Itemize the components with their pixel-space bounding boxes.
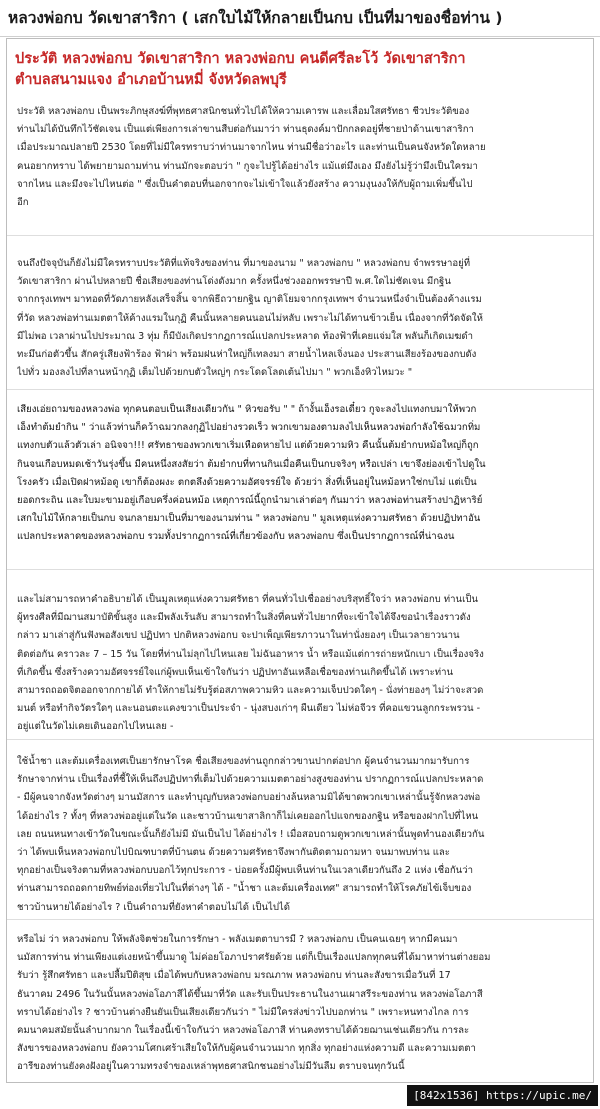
paragraph-line: แปลกประหลาดของหลวงพ่อกบ รวมทั้งปรากฏการณ์ที่เกี่ยวข้องกับ หลวงพ่อกบ ซึ่งเป็นปรากฏการณ์ที่น่าฉงน xyxy=(17,531,455,543)
headline-line: ประวัติ หลวงพ่อกบ วัดเขาสาริกา หลวงพ่อกบ คนดีศรีละโว้ วัดเขาสาริกา xyxy=(15,51,466,67)
paragraph-divider xyxy=(7,739,593,740)
paragraph-line: ประวัติ หลวงพ่อกบ เป็นพระภิกษุสงฆ์ที่พุทธศาสนิกชนทั่วไปได้ให้ความเคารพ และเลื่อมใสศรัทธา ชีวประวัติของ xyxy=(17,106,470,117)
paragraph-origin-name xyxy=(17,255,585,382)
paragraph-line: สังขารของหลวงพ่อกบ ยังความโศกเศร้าเสียใจให้กับผู้คนจำนวนมาก ทุกสิ่ง ทุกอย่างแห่งความดี และความเมตตา xyxy=(17,1043,476,1055)
article-headline xyxy=(15,49,587,91)
paragraph-line: - มีผู้คนจากจังหวัดต่างๆ มานมัสการ และทำบุญกับหลวงพ่อกบอย่างล้นหลามมิได้ขาดพวกเขาเหล่านั้นรู้จักหลวงพ่อ xyxy=(17,792,481,804)
paragraph-line: ชาวบ้านหายได้อย่างไร ? เป็นคำถามที่ยังหาคำตอบไม่ได้ เป็นไปได้ xyxy=(17,901,290,913)
paragraph-line: กินจนเกือบหมดเช้าวันรุ่งขึ้น มีคนหนึ่งสงสัยว่า ต้มยำกบที่ทานกินเมื่อคืนเป็นกบจริงๆ หรือเปล่า เขาจึงย่องเข้าไปดูใน xyxy=(17,458,486,470)
paragraph-line: ว่า ได้พบเห็นหลวงพ่อกบไปบิณฑบาตที่บ้านตน ด้วยความศรัทธาจึงพากันติดตามถามหา จนมาพบท่าน และ xyxy=(17,847,450,859)
paragraph-practice xyxy=(17,591,585,737)
paragraph-line: จากไหน และมึงจะไปไหนต่อ " ซึ่งเป็นคำตอบที่นอกจากจะไม่เข้าใจแล้วยังสร้าง ความงุนงงให้กับผู้ถามเพิ่มขึ้นไป xyxy=(17,178,473,190)
paragraph-line: ผู้ทรงศีลที่มีฌานสมาบัติขั้นสูง และมีพลังเร้นลับ สามารถทำในสิ่งที่คนทั่วไปยากที่จะเข้าใจได้จึงขอนำเรื่องราวดัง xyxy=(17,612,471,624)
paragraph-line: คนอยากทราบ ได้พยายามถามท่าน ท่านมักจะตอบว่า " กูจะไปรู้ได้อย่างไร แม้แต่มึงเอง มึงยังไม่รู้ว่ามึงเป็นใครมา xyxy=(17,160,478,172)
page-title: หลวงพ่อกบ วัดเขาสาริกา ( เสกใบไม้ให้กลายเป็นกบ เป็นที่มาของชื่อท่าน ) xyxy=(8,9,503,27)
paragraph-line: ยอดกระถิน และใบมะขามอยู่เกือบครึ่งค่อนหม้อ เหตุการณ์นี้ถูกนำมาเล่าต่อๆ กันมาว่า หลวงพ่อท่านสร้างปาฏิหาริย์ xyxy=(17,495,483,507)
image-watermark: [842x1536] https://upic.me/ xyxy=(407,1085,598,1106)
paragraph-line: มนต์ หรือทำกิจวัตรใดๆ และนอนตะแคงขวาเป็นประจำ - นุ่งสบงเก่าๆ ผืนเดียว ไม่ห่อจีวร ที่คอแขวนลูกกระพรวน - xyxy=(17,703,481,715)
paragraph-line: ท่านสามารถถอดกายทิพย์ท่องเที่ยวไปในที่ต่างๆ ได้ - "น้ำชา และต้มเครื่องเทศ" สามารถทำให้โรคภัยไข้เจ็บของ xyxy=(17,883,472,895)
paragraph-line: ทะมึนก่อตัวขึ้น สักครู่เสียงฟ้าร้อง ฟ้าผ่า พร้อมฝนห่าใหญ่ก็เทลงมา สายน้ำไหลเจิ่งนอง ประสานเสียงร้องของกบดัง xyxy=(17,349,477,361)
paragraph-healing xyxy=(17,753,585,917)
paragraph-line: ได้อย่างไร ? ทั้งๆ ที่หลวงพ่ออยู่แต่ในวัด และชาวบ้านเขาสาลิกาก็ไม่เคยออกไปแจกของกฐิน หรือของฝากไปที่ไหน xyxy=(17,810,479,822)
paragraph-line: ที่วัด หลวงพ่อท่านเมตตาให้ค้างแรมในกุฏิ คืนนั้นหลายคนนอนไม่หลับ เพราะไม่ได้ทานข้าวเย็น เนื่องจากที่วัดจัดให้ xyxy=(17,312,483,324)
paragraph-history xyxy=(17,103,585,212)
paragraph-divider xyxy=(7,919,593,920)
paragraph-line: ท่านไม่ได้บันทึกไว้ชัดเจน เป็นแต่เพียงการเล่าขานสืบต่อกันมาว่า ท่านธุดงค์มาปักกลดอยู่ที่ชายป่าด้านเขาสาริกา xyxy=(17,124,474,136)
paragraph-line: อีก xyxy=(17,197,29,209)
paragraph-line: หรือไม่ ว่า หลวงพ่อกบ ให้พลังจิตช่วยในการรักษา - พลังเมตตาบารมี ? หลวงพ่อกบ เป็นคนเฉยๆ หากมีคนมา xyxy=(17,934,458,945)
paragraph-frog-miracle xyxy=(17,401,585,547)
paragraph-passing xyxy=(17,931,585,1077)
article-frame xyxy=(6,38,594,1083)
paragraph-line: มีไม่พอ เวลาผ่านไปประมาณ 3 ทุ่ม ก็มีบังเกิดปรากฏการณ์แปลกประหลาด ท้องฟ้าที่เคยแจ่มใส พลันก็เกิดเมฆดำ xyxy=(17,330,474,342)
headline-line: ตำบลสนามแจง อำเภอบ้านหมี่ จังหวัดลพบุรี xyxy=(15,72,287,88)
paragraph-line: สามารถถอดจิตออกจากกายได้ ทำให้กายไม่รับรู้ต่อสภาพความหิว และความเจ็บปวดใดๆ - นั่งท่ายองๆ ไม่ว่าจะสวด xyxy=(17,685,484,697)
paragraph-line: จนถึงปัจจุบันก็ยังไม่มีใครทราบประวัติที่แท้จริงของท่าน ที่มาของนาม " หลวงพ่อกบ " หลวงพ่อกบ จำพรรษาอยู่ที่ xyxy=(17,258,471,269)
paragraph-divider xyxy=(7,235,593,236)
paragraph-line: เอ็งทำต้มยำกิน " ว่าแล้วท่านก็คว้าฉมวกลงกุฏิไปอย่างรวดเร็ว พวกเขามองตามลงไปเห็นหลวงพ่อกำลังใช้ฉมวกทิ่ม xyxy=(17,422,481,434)
paragraph-line: นมัสการท่าน ท่านเพียงแต่เงยหน้าขึ้นมาดู ไม่ค่อยโอภาปราศรัยด้วย แต่ก็เป็นเรื่องแปลกทุกคนที่ได้มาหาท่านต่างยอม xyxy=(17,952,491,964)
paragraph-line: จากกรุงเทพฯ มาทอดที่วัดภายหลังเสร็จสิ้น จากพิธีถวายกฐิน ญาติโยมจากกรุงเทพฯ จำนวนหนึ่งจำเป็นต้องค้างแรม xyxy=(17,294,482,306)
paragraph-line: ทราบได้อย่างไร ? ชาวบ้านต่างยืนยันเป็นเสียงเดียวกันว่า " ไม่มีใครส่งข่าวไปบอกท่าน " เพราะหนทางไกล การ xyxy=(17,1006,469,1018)
title-divider xyxy=(0,36,600,37)
paragraph-line: รักษาจากท่าน เป็นเรื่องที่ชี้ให้เห็นถึงปฏิปทาที่เต็มไปด้วยความเมตตาอย่างสูงของท่าน ปรากฏการณ์แปลกประหลาด xyxy=(17,774,484,786)
paragraph-line: เมื่อประมาณปลายปี 2530 โดยที่ไม่มีใครทราบว่าท่านมาจากไหน ท่านมีชื่อว่าอะไร และท่านเป็นคนจังหวัดใดหลาย xyxy=(17,142,486,154)
paragraph-line: ที่เกิดขึ้น ซึ่งสร้างความอัศจรรย์ใจแก่ผู้พบเห็นเข้าใจกันว่า ปฏิปทาอันเหลือเชื่อของท่านเกิดขึ้นได้ เพราะท่าน xyxy=(17,666,454,678)
paragraph-divider xyxy=(7,569,593,570)
paragraph-line: แทงกบตัวแล้วตัวเล่า อนิจจา!!! ศรัทธาของพวกเขาเริ่มเหือดหายไป แต่ด้วยความหิว คืนนั้นต้มยำกบหม้อใหญ่ก็ถูก xyxy=(17,440,479,452)
paragraph-line: เสกใบไม้ให้กลายเป็นกบ จนกลายมาเป็นที่มาของนามท่าน " หลวงพ่อกบ " มูลเหตุแห่งความศรัทธา ด้วยปฏิปทาอัน xyxy=(17,513,481,525)
paragraph-line: ติดต่อกัน คราวละ 7 – 15 วัน โดยที่ท่านไม่ลุกไปไหนเลย ไม่ฉันอาหาร น้ำ หรือแม้แต่การถ่ายหนักเบา เป็นเรื่องจริง xyxy=(17,648,484,660)
paragraph-line: และไม่สามารถหาคำอธิบายได้ เป็นมูลเหตุแห่งความศรัทธา ที่คนทั่วไปเชื่ออย่างบริสุทธิ์ใจว่า หลวงพ่อกบ ท่านเป็น xyxy=(17,594,478,605)
paragraph-line: รับว่า รู้สึกศรัทธา และปลื้มปีติสุข เมื่อได้พบกับหลวงพ่อกบ มรณภาพ หลวงพ่อกบ ท่านละสังขารเมื่อวันที่ 17 xyxy=(17,970,451,982)
paragraph-line: โรงครัว เมื่อเปิดฝาหม้อดู เขาก็ต้องผงะ ตกตลึงด้วยความอัศจรรย์ใจ ด้วยว่า สิ่งที่เห็นอยู่ในหม้อหาใช่กบไม่ แต่เป็น xyxy=(17,476,477,488)
paragraph-line: เสียงเอ่ยถามของหลวงพ่อ ทุกคนตอบเป็นเสียงเดียวกัน " หิวขอรับ " " ถ้างั้นเอ็งรอเดี๋ยว กูจะลงไปแทงกบมาให้พวก xyxy=(17,404,477,415)
paragraph-line: วัดเขาสาริกา ผ่านไปหลายปี ชื่อเสียงของท่านโด่งดังมาก ครั้งหนึ่งช่วงออกพรรษาปี พ.ศ.ใดไม่ชัดเจน มีกฐิน xyxy=(17,276,451,288)
paragraph-line: กล่าว มาเล่าสู่กันฟังพอสังเขป ปฏิปทา ปกติหลวงพ่อกบ จะปาเพ็ญเพียรภาวนาในท่านั่งยองๆ เป็นเวลายาวนาน xyxy=(17,630,460,642)
paragraph-line: เลย ถนนหนทางเข้าวัดในขณะนั้นก็ยังไม่มี มันเป็นไป ได้อย่างไร ! เมื่อสอบถามดูพวกเขาเหล่านั้นพูดทำนองเดียวกัน xyxy=(17,828,485,840)
paragraph-divider xyxy=(7,389,593,390)
paragraph-line: อารีของท่านยังคงฝังอยู่ในความทรงจำของเหล่าพุทธศาสนิกชนอย่างไม่มีวันลืม ตราบจนทุกวันนี้ xyxy=(17,1061,405,1073)
paragraph-line: ไปทั่ว มองลงไปที่ลานหน้ากุฏิ เต็มไปด้วยกบตัวใหญ่ๆ กระโดดโลดเต้นไปมา " พวกเอ็งหิวไหมวะ " xyxy=(17,367,413,379)
paragraph-line: ธันวาคม 2496 ในวันนั้นหลวงพ่อโอภาสีได้ขึ้นมาที่วัด และรับเป็นประธานในงานเผาสรีระของท่าน หลวงพ่อโอภาสี xyxy=(17,988,483,1000)
paragraph-line: คมนาคมสมัยนั้นลำบากมาก ในเรื่องนี้เข้าใจกันว่า หลวงพ่อโอภาสี ท่านคงทราบได้ด้วยฌานเช่นเดียวกัน การละ xyxy=(17,1025,470,1037)
paragraph-line: อยู่แต่ในวัดไม่เคยเดินออกไปไหนเลย - xyxy=(17,721,174,733)
paragraph-line: ทุกอย่างเป็นจริงตามที่หลวงพ่อกบบอกไว้ทุกประการ - บ่อยครั้งมีผู้พบเห็นท่านในเวลาเดียวกันถึง 2 แห่ง เชื่อกันว่า xyxy=(17,865,474,877)
paragraph-line: ใช้น้ำชา และต้มเครื่องเทศเป็นยารักษาโรค ชื่อเสียงของท่านถูกกล่าวขานปากต่อปาก ผู้คนจำนวนมากมารับการ xyxy=(17,756,470,767)
